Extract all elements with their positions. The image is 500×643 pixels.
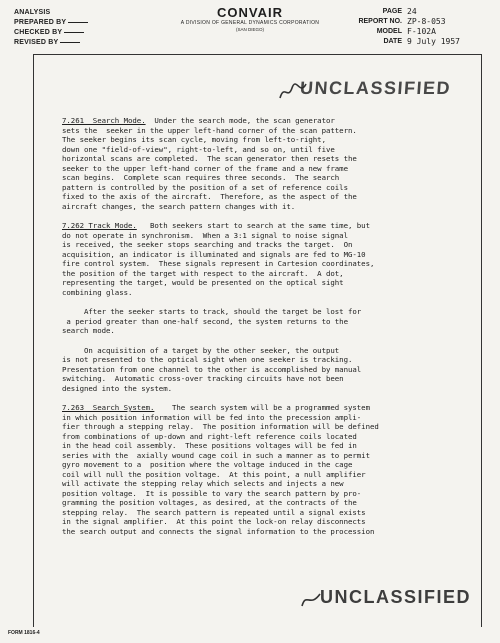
company-header	[150, 6, 350, 33]
text-line: fier through a stepping relay. The position information will be defined	[62, 422, 379, 431]
text-line: coil will null the position voltage. At this point, a null amplifier	[62, 469, 366, 479]
company-name: CONVAIR	[217, 5, 283, 20]
text-line: fixed to the axis of the aircraft. Therefore, as the aspect of the	[62, 192, 357, 201]
text-line: combining glass.	[62, 287, 133, 297]
text-line: After the seeker starts to track, should the target be lost for	[62, 307, 362, 316]
text-line: sets the seeker in the upper left-hand corner of the scan pattern.	[62, 125, 357, 135]
section-heading-track-mode: 7.262 Track Mode.	[62, 221, 137, 230]
text-line: On acquisition of a target by the other seeker, the output	[62, 345, 340, 355]
revised-by-label: REVISED BY	[14, 39, 59, 46]
text-line: do not operate in synchronism. When a 3:1 signal to noise signal	[62, 230, 348, 240]
page-field	[358, 7, 460, 17]
location-line: (SAN DIEGO)	[235, 27, 264, 32]
text-line: fire control system. These signals represent in Cartesion coordinates,	[62, 259, 375, 268]
text-line: scan begins. Complete scan requires three seconds. The search	[62, 173, 340, 182]
model-field	[358, 27, 460, 37]
report-no-field	[358, 17, 460, 27]
header-fields	[358, 7, 460, 47]
checked-by-label: CHECKED BY	[14, 29, 63, 36]
text-line: search mode.	[62, 326, 115, 335]
text-line: from combinations of up-down and right-left reference coils located	[62, 431, 357, 441]
text-line: in which position information will be fed into the precession ampli-	[62, 412, 362, 422]
text-line: the search output and connects the signal information to the procession	[62, 526, 375, 536]
division-line: A DIVISION OF GENERAL DYNAMICS CORPORATION	[180, 20, 320, 26]
page-label: PAGE	[382, 8, 402, 15]
model-value: F-102A	[407, 27, 436, 36]
text-line: the position of the target with respect to the aircraft. A dot,	[62, 268, 344, 278]
text-line: gramming the position voltages, as desired, at the contracts of the	[62, 498, 357, 507]
section-paragraph-track-mode: 7.262 Track Mode. Both seekers start to search at the same time, but	[62, 221, 370, 230]
text-line: switching. Automatic cross-over tracking circuits have not been	[62, 374, 344, 383]
text-line: Presentation from one channel to the other is accomplished by manual	[62, 364, 362, 374]
date-value: 9 July 1957	[407, 37, 460, 46]
classification-stamp-bottom: UNCLASSIFIED	[320, 587, 472, 607]
report-no-value: ZP-8-053	[407, 17, 446, 26]
text-line: is not presented to the optical sight when one seeker is tracking.	[62, 355, 353, 364]
model-label: MODEL	[376, 28, 402, 35]
text-line: in the head coil assembly. These positions voltages will be fed in	[62, 441, 357, 450]
date-label: DATE	[383, 38, 402, 45]
text-line: stepping relay. The search pattern is repeated until a signal exists	[62, 507, 366, 517]
document-body	[62, 116, 470, 536]
stamp-scribble-mark-bottom	[300, 590, 322, 610]
section-heading-search-system: 7.263 Search System.	[62, 403, 155, 412]
section-paragraph-search-mode: 7.261 Search Mode. Under the search mode, the scan generator	[62, 116, 335, 125]
text-line: will activate the stepping relay which selects and injects a new	[62, 479, 344, 488]
text-line: designed into the system.	[62, 383, 172, 393]
classification-stamp-top: UNCLASSIFIED	[299, 78, 452, 98]
analysis-label: ANALYSIS	[14, 9, 51, 16]
report-no-label: REPORT NO.	[358, 18, 402, 25]
text-line: aircraft changes, the search pattern changes with it.	[62, 201, 296, 211]
section-heading-search-mode: 7.261 Search Mode.	[62, 116, 146, 125]
date-field	[358, 37, 460, 47]
text-line: seeker to the upper left-hand corner of the frame and a new frame	[62, 163, 348, 173]
text-line: horizontal scans are completed. The scan generator then resets the	[62, 154, 357, 163]
text-line: acquisition, an indicator is illuminated and signals are fed to MG-10	[62, 249, 366, 259]
text-line: a period greater than one-half second, the system returns to the	[62, 316, 348, 326]
section-paragraph-search-system: 7.263 Search System. The search system will be a programmed system	[62, 403, 370, 412]
text-line: is received, the seeker stops searching and tracks the target. On	[62, 240, 353, 249]
text-line: The seeker begins its scan cycle, moving from left-to-right,	[62, 135, 326, 144]
form-number: FORM 1816-4	[8, 630, 40, 636]
text-line: representing the target, would be presented on the optical sight	[62, 278, 344, 287]
text-line: series with the axially wound cage coil in such a manner as to permit	[62, 450, 370, 460]
page-value: 24	[407, 7, 417, 16]
text-line: in the signal amplifier. At this point the lock-on relay disconnects	[62, 517, 366, 526]
text-line: gyro movement to a position where the voltage induced in the cage	[62, 460, 353, 469]
text-line: position voltage. It is possible to vary the search pattern by pro-	[62, 488, 362, 498]
prepared-by-label: PREPARED BY	[14, 19, 67, 26]
text-line: down one "field-of-view", right-to-left, and so on, until five	[62, 144, 335, 154]
text-line: pattern is controlled by the position of a set of reference coils	[62, 182, 348, 192]
header-left-labels	[14, 8, 88, 48]
